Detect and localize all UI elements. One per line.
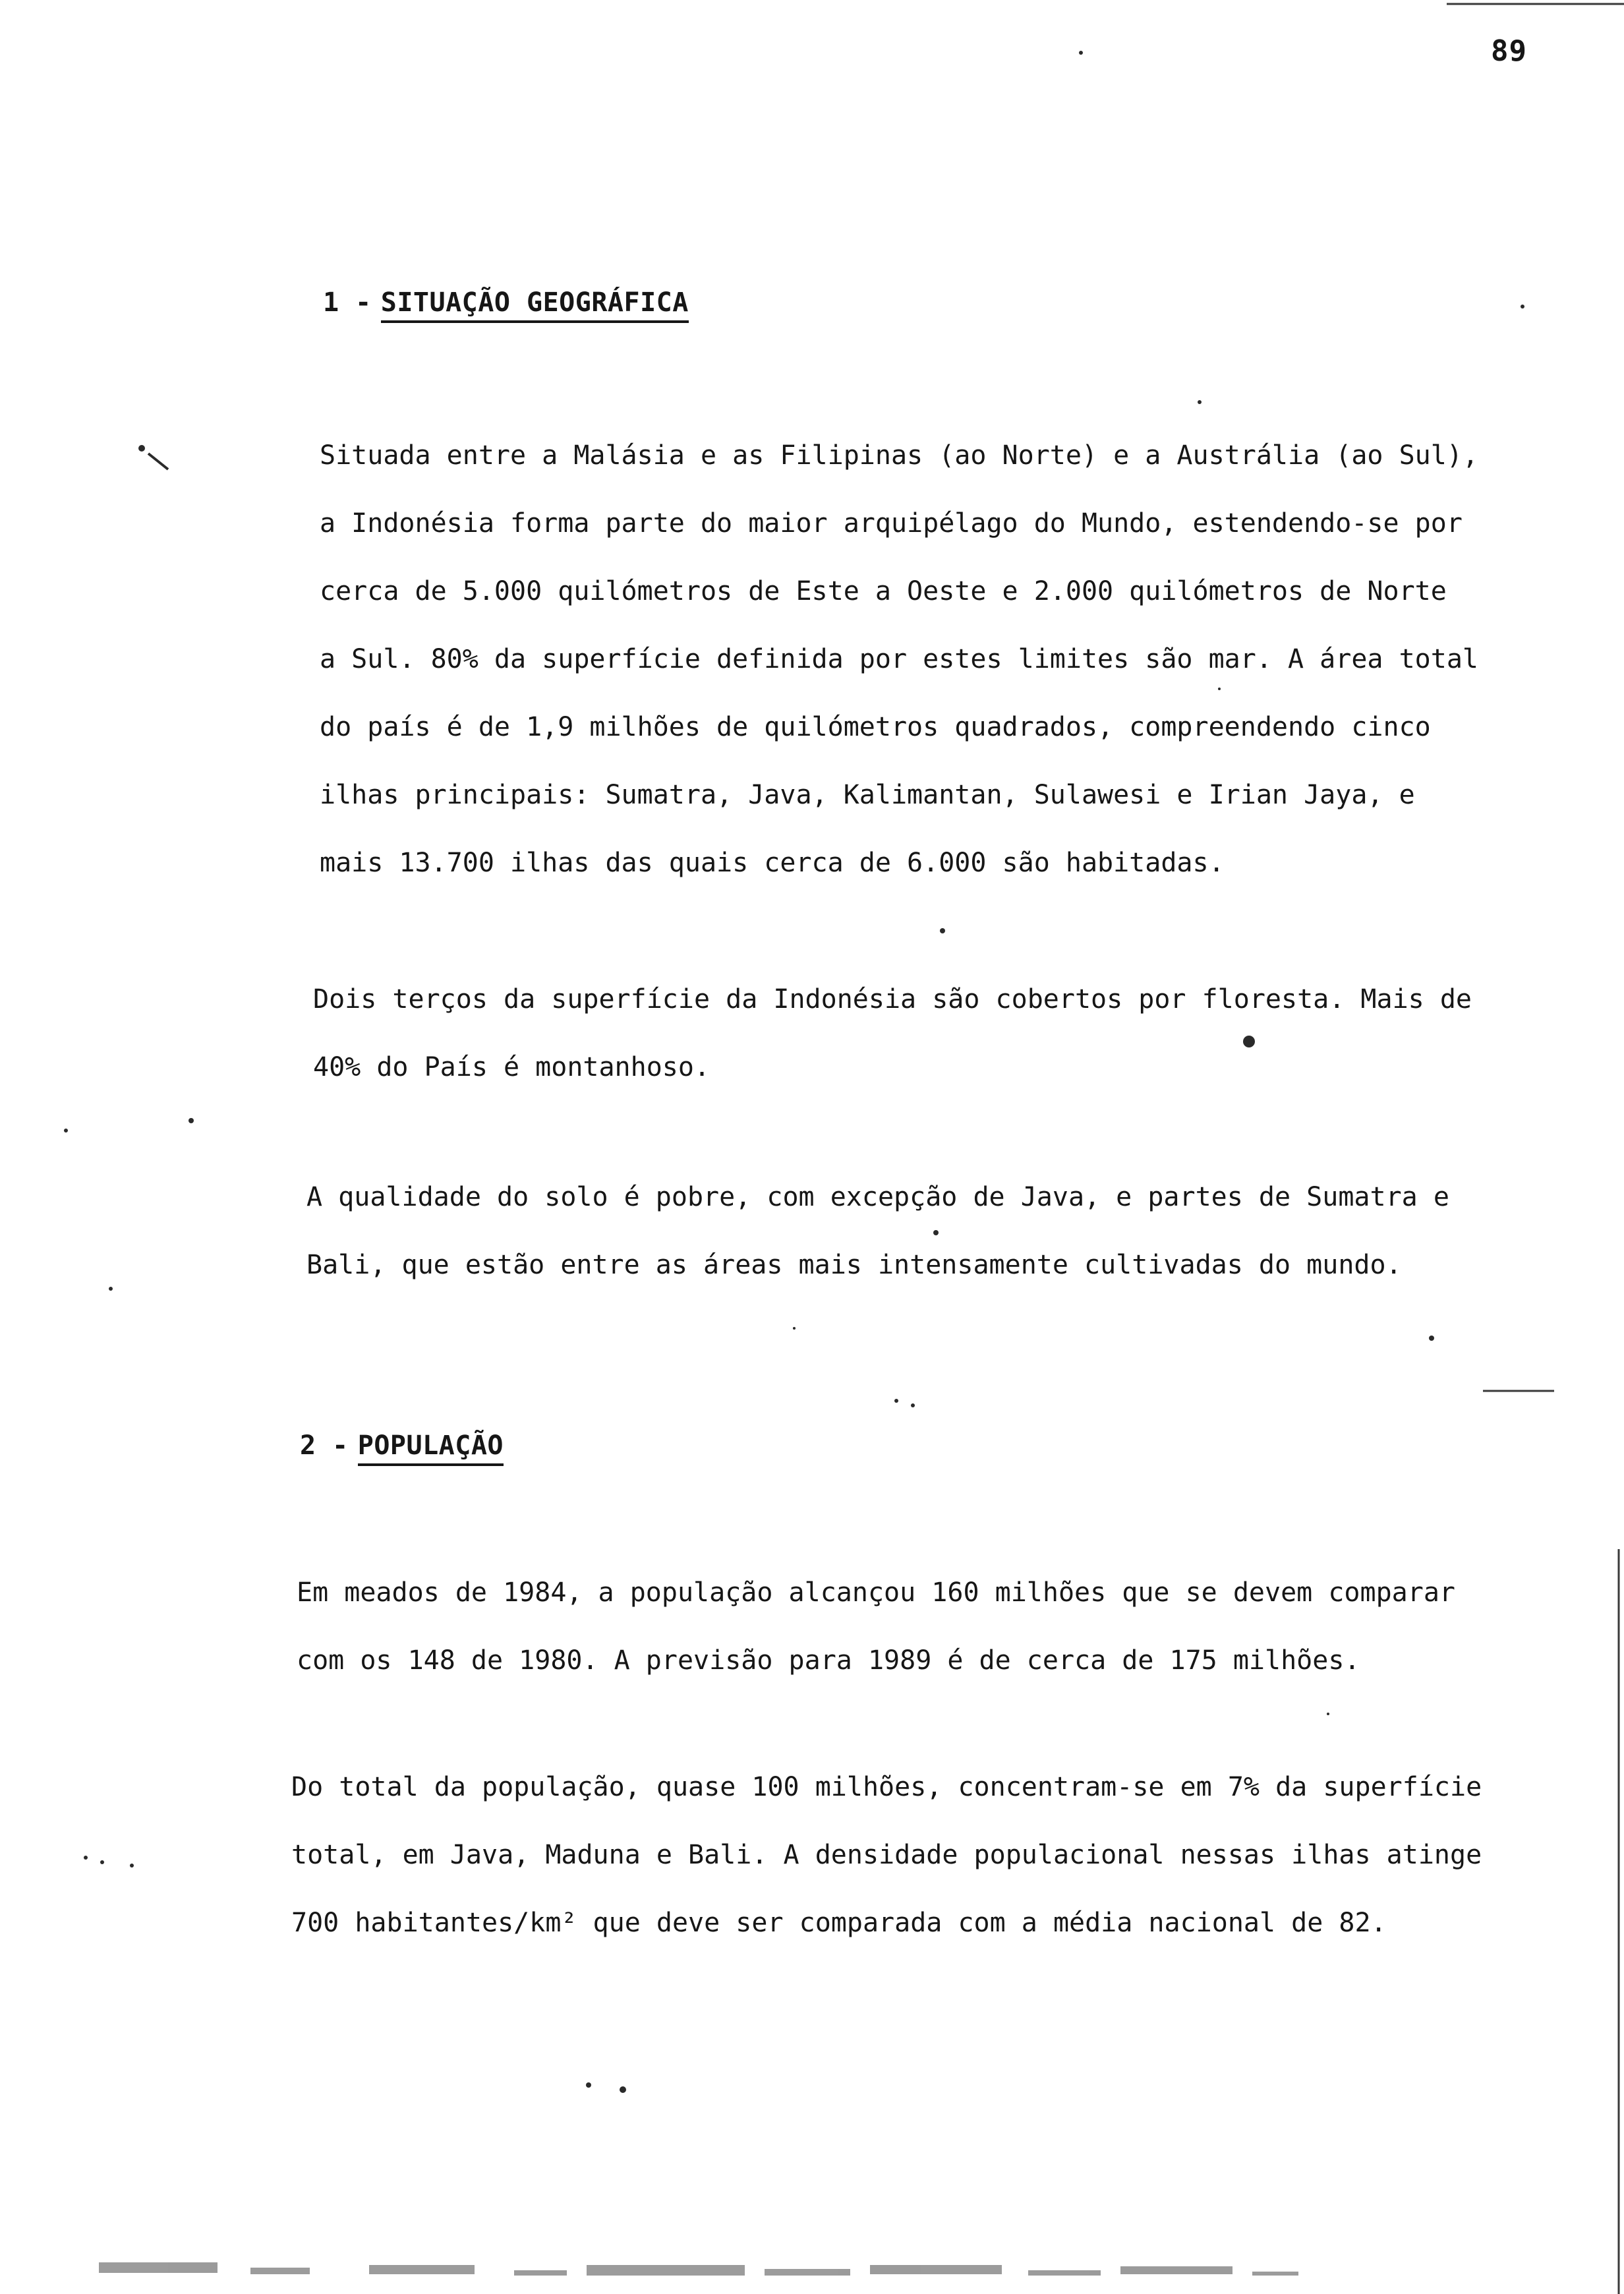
text-line: a Indonésia forma parte do maior arquipélago do Mundo, estendendo-se por — [320, 508, 1463, 539]
section-heading-population — [300, 1430, 504, 1466]
paragraph-geography-soil — [306, 1163, 1449, 1299]
text-line: com os 148 de 1980. A previsão para 1989 é de cerca de 175 milhões. — [297, 1645, 1360, 1676]
paragraph-geography-forest — [313, 966, 1472, 1102]
text-line: cerca de 5.000 quilómetros de Este a Oeste e 2.000 quilómetros de Norte — [320, 576, 1447, 606]
section-number: 1 - — [323, 287, 372, 318]
paragraph-population-growth — [297, 1559, 1455, 1695]
text-line: a Sul. 80% da superfície definida por estes limites são mar. A área total — [320, 644, 1478, 674]
section-title: SITUAÇÃO GEOGRÁFICA — [381, 287, 689, 323]
text-line: do país é de 1,9 milhões de quilómetros quadrados, compreendendo cinco — [320, 712, 1431, 742]
section-title: POPULAÇÃO — [358, 1430, 504, 1466]
text-line: 700 habitantes/km² que deve ser comparada com a média nacional de 82. — [291, 1908, 1387, 1938]
text-line: Bali, que estão entre as áreas mais intensamente cultivadas do mundo. — [306, 1250, 1402, 1280]
text-line: mais 13.700 ilhas das quais cerca de 6.000 são habitadas. — [320, 848, 1225, 878]
text-line: A qualidade do solo é pobre, com excepção de Java, e partes de Sumatra e — [306, 1182, 1449, 1212]
text-line: 40% do País é montanhoso. — [313, 1052, 710, 1082]
text-line: ilhas principais: Sumatra, Java, Kalimantan, Sulawesi e Irian Jaya, e — [320, 780, 1415, 810]
section-heading-geography — [323, 287, 689, 323]
text-line: total, em Java, Maduna e Bali. A densidade populacional nessas ilhas atinge — [291, 1840, 1482, 1870]
paragraph-population-density — [291, 1753, 1482, 1957]
text-line: Do total da população, quase 100 milhões, concentram-se em 7% da superfície — [291, 1772, 1482, 1802]
page-number: 89 — [1491, 34, 1527, 68]
section-number: 2 - — [300, 1430, 349, 1461]
text-line: Em meados de 1984, a população alcançou 160 milhões que se devem comparar — [297, 1577, 1455, 1608]
text-line: Dois terços da superfície da Indonésia são cobertos por floresta. Mais de — [313, 984, 1472, 1015]
paragraph-geography-location — [320, 422, 1478, 897]
text-line: Situada entre a Malásia e as Filipinas (ao Norte) e a Austrália (ao Sul), — [320, 440, 1478, 471]
